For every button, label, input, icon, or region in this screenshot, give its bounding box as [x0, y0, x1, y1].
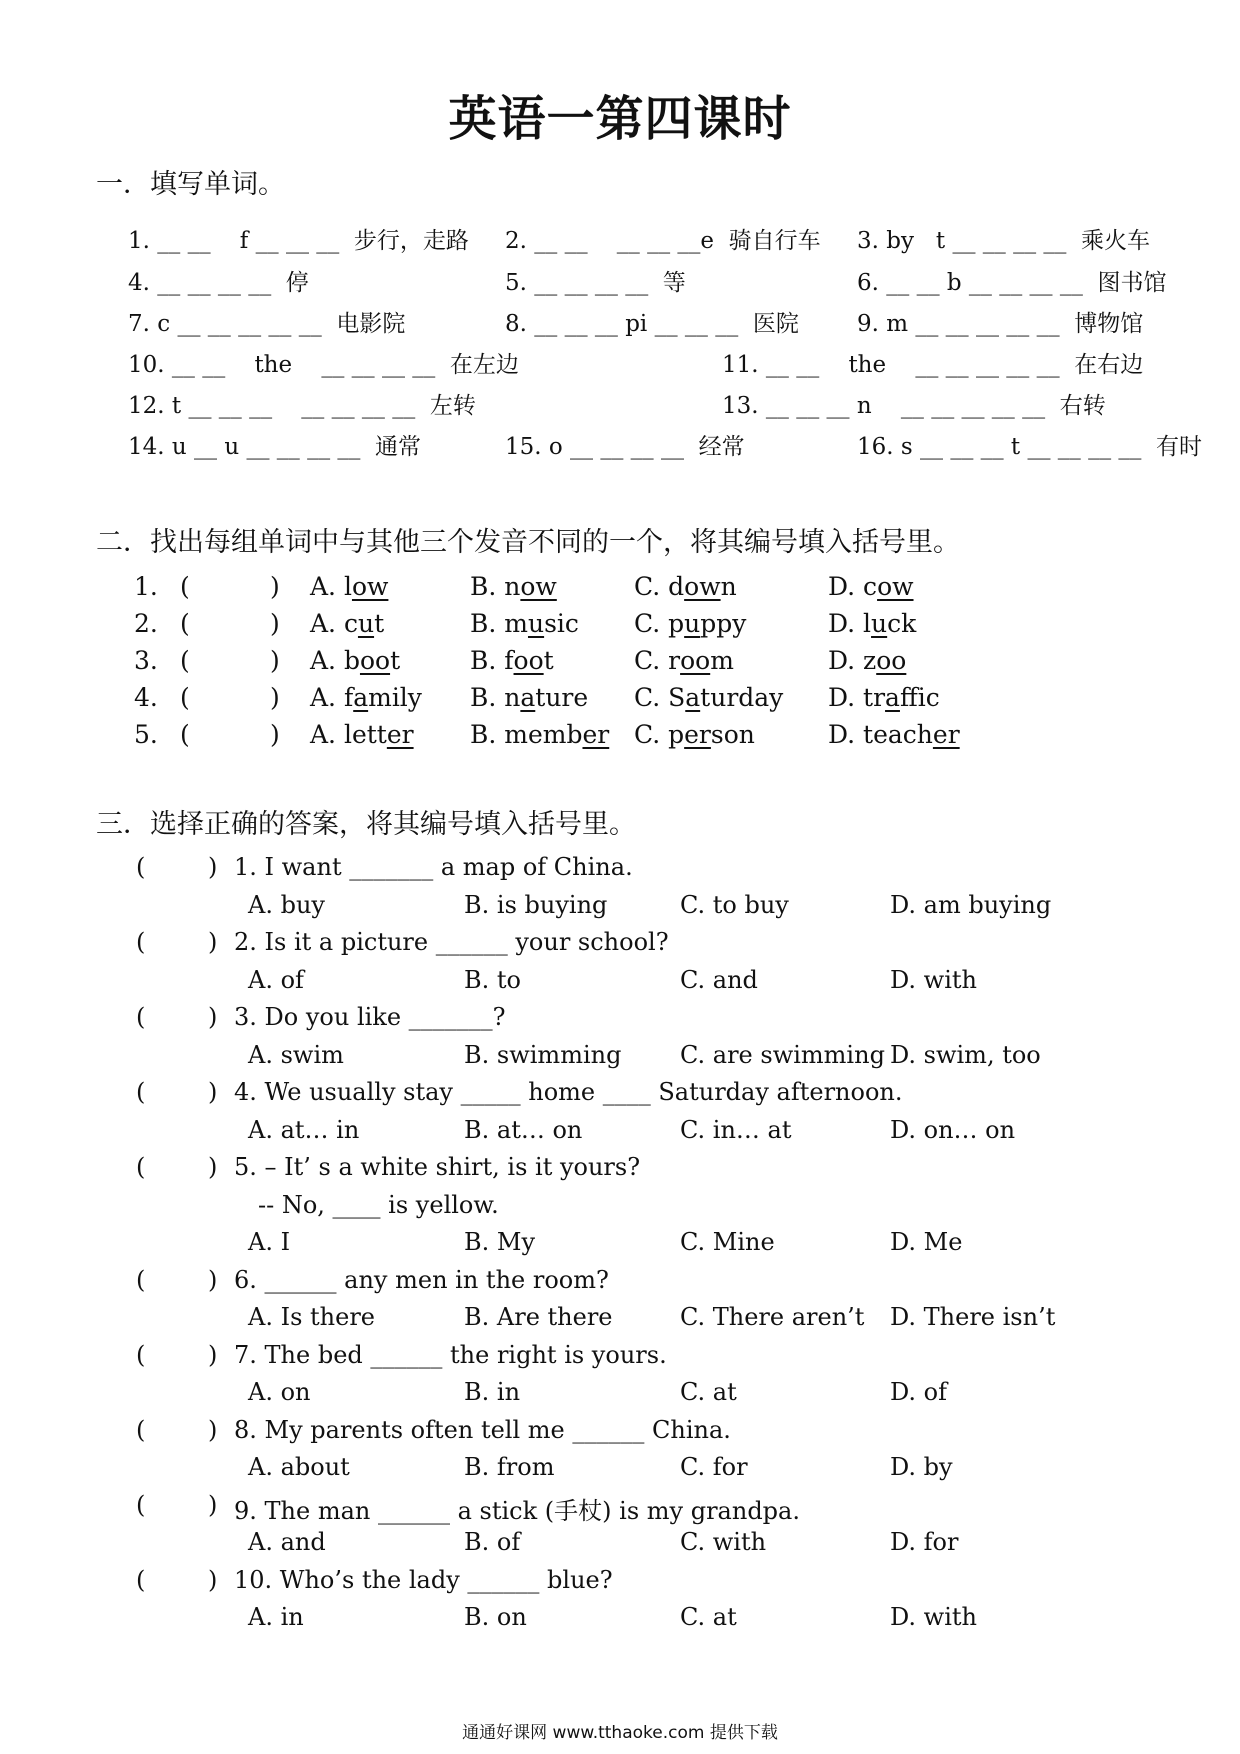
fill-word-item: 6. __ __ b __ __ __ __ 图书馆 — [857, 270, 1167, 296]
option-text: A. on — [248, 1378, 311, 1406]
answer-blank[interactable] — [200, 646, 266, 675]
option-text: B. of — [464, 1528, 521, 1556]
fill-word-item: 3. by t __ __ __ __ 乘火车 — [857, 228, 1151, 254]
answer-paren-close: ) — [208, 1153, 218, 1181]
phonics-number: 5. — [134, 720, 158, 749]
answer-blank[interactable] — [200, 609, 266, 638]
underlined-letters: u — [871, 609, 888, 638]
answer-paren-open: ( — [180, 683, 190, 712]
option-text: D. of — [890, 1378, 947, 1406]
option-text: D. am buying — [890, 890, 1052, 919]
answer-blank[interactable] — [156, 1266, 206, 1294]
underlined-letters: er — [684, 720, 711, 749]
underlined-letters: er — [582, 720, 610, 749]
underlined-letters: oo — [680, 646, 711, 675]
option-text: A. and — [248, 1528, 326, 1556]
options-row — [0, 1603, 1240, 1639]
underlined-letters: a — [520, 683, 536, 712]
answer-paren-close: ) — [208, 1078, 218, 1106]
option-text: C. at — [680, 1378, 737, 1406]
option-text: C. There aren’t — [680, 1303, 865, 1331]
phonics-number: 2. — [134, 609, 158, 638]
section1-heading: 一．填写单词。 — [96, 169, 285, 200]
options-row — [0, 1453, 1240, 1489]
answer-paren-open: ( — [136, 1078, 146, 1106]
options-row — [0, 1228, 1240, 1264]
underlined-letters: oo — [359, 646, 391, 675]
option-text: A. swim — [248, 1040, 344, 1069]
option-text: C. to buy — [680, 890, 789, 919]
answer-paren-close: ) — [208, 1490, 218, 1519]
option-text: C. are swimming — [680, 1040, 885, 1069]
answer-paren-close: ) — [270, 646, 280, 675]
option-text: A. Is there — [248, 1303, 375, 1331]
underlined-letters: a — [885, 683, 900, 712]
answer-paren-close: ) — [208, 1265, 218, 1294]
underlined-letters: ow — [877, 572, 914, 601]
fill-word-item: 8. __ __ __ pi __ __ __ 医院 — [505, 311, 799, 337]
question-row — [0, 1416, 1240, 1452]
answer-paren-open: ( — [136, 1565, 146, 1594]
question-row — [0, 1341, 1240, 1377]
fill-word-item: 12. t __ __ __ __ __ __ __ 左转 — [128, 393, 476, 419]
option-text: B. Are there — [464, 1303, 613, 1331]
answer-paren-open: ( — [136, 928, 146, 956]
answer-paren-close: ) — [208, 853, 218, 881]
question-text: 7. The bed ______ the right is yours. — [234, 1340, 667, 1369]
fill-word-item: 4. __ __ __ __ 停 — [128, 270, 309, 296]
phonics-option: B. now — [470, 572, 557, 601]
option-text: C. in… at — [680, 1115, 792, 1144]
underlined-letters: ow — [520, 572, 557, 601]
question-text: 5. – It’ s a white shirt, is it yours? — [234, 1153, 641, 1181]
phonics-number: 3. — [134, 646, 158, 675]
phonics-option: A. family — [310, 683, 422, 712]
answer-paren-close: ) — [208, 928, 218, 956]
option-text: B. at… on — [464, 1115, 583, 1144]
fill-word-row — [0, 264, 1240, 300]
phonics-option: D. zoo — [828, 646, 907, 675]
phonics-option: A. low — [310, 572, 389, 601]
answer-paren-close: ) — [208, 1340, 218, 1369]
fill-word-item: 13. __ __ __ n __ __ __ __ __ 右转 — [722, 393, 1106, 419]
option-text: A. at… in — [248, 1115, 360, 1144]
phonics-option: C. puppy — [634, 609, 747, 638]
underlined-letters: a — [685, 683, 701, 712]
question-row — [0, 1153, 1240, 1189]
underlined-letters: oo — [513, 646, 544, 675]
phonics-option: B. nature — [470, 683, 589, 712]
options-row — [0, 1116, 1240, 1152]
answer-paren-close: ) — [208, 1565, 218, 1594]
fill-word-item: 2. __ __ __ __ __e 骑自行车 — [505, 228, 821, 254]
question-row — [0, 1491, 1240, 1527]
question-text: 4. We usually stay _____ home ____ Saturday afternoon. — [234, 1078, 903, 1106]
underlined-letters: er — [932, 720, 960, 749]
answer-paren-close: ) — [208, 1415, 218, 1444]
option-text: A. of — [248, 965, 304, 994]
fill-word-item: 5. __ __ __ __ 等 — [505, 270, 686, 296]
phonics-option: A. letter — [310, 720, 414, 749]
phonics-option: C. down — [634, 572, 737, 601]
answer-paren-open: ( — [136, 853, 146, 881]
option-text: C. with — [680, 1528, 767, 1556]
phonics-option: A. cut — [310, 609, 385, 638]
section2-heading: 二．找出每组单词中与其他三个发音不同的一个，将其编号填入括号里。 — [96, 527, 960, 558]
answer-paren-open: ( — [136, 1153, 146, 1181]
question-row-cont — [0, 1191, 1240, 1227]
option-text: A. I — [248, 1228, 291, 1256]
phonics-row — [0, 683, 1240, 719]
phonics-option: C. person — [634, 720, 755, 749]
answer-paren-close: ) — [270, 572, 280, 601]
fill-word-item: 9. m __ __ __ __ __ 博物馆 — [857, 311, 1144, 337]
fill-word-row — [0, 305, 1240, 341]
answer-blank[interactable] — [200, 720, 266, 749]
question-row — [0, 853, 1240, 889]
phonics-option: D. cow — [828, 572, 914, 601]
phonics-option: C. room — [634, 646, 734, 675]
answer-paren-open: ( — [180, 646, 190, 675]
answer-blank[interactable] — [156, 1416, 206, 1444]
phonics-number: 1. — [134, 572, 158, 601]
answer-paren-close: ) — [208, 1003, 218, 1031]
answer-paren-open: ( — [180, 572, 190, 601]
answer-paren-open: ( — [136, 1490, 146, 1519]
answer-blank[interactable] — [156, 1153, 206, 1181]
question-text: 9. The man ______ a stick (手杖) is my grandpa. — [234, 1496, 800, 1525]
option-text: B. from — [464, 1453, 555, 1481]
option-text: B. swimming — [464, 1040, 622, 1069]
question-text: 3. Do you like _______? — [234, 1003, 506, 1031]
fill-word-item: 10. __ __ the __ __ __ __ 在左边 — [128, 352, 519, 378]
option-text: A. in — [248, 1603, 304, 1631]
phonics-row — [0, 720, 1240, 756]
option-text: D. for — [890, 1528, 959, 1556]
fill-word-row — [0, 387, 1240, 423]
answer-paren-open: ( — [136, 1340, 146, 1369]
fill-word-item: 14. u __ u __ __ __ __ 通常 — [128, 434, 422, 460]
phonics-option: B. foot — [470, 646, 554, 675]
option-text: D. by — [890, 1453, 953, 1481]
page-title: 英语一第四课时 — [448, 91, 792, 147]
underlined-letters: ow — [684, 572, 721, 601]
underlined-letters: er — [386, 720, 414, 749]
answer-paren-open: ( — [180, 720, 190, 749]
options-row — [0, 1303, 1240, 1339]
underlined-letters: u — [357, 609, 375, 638]
option-text: B. My — [464, 1228, 536, 1256]
answer-paren-open: ( — [136, 1415, 146, 1444]
phonics-row — [0, 572, 1240, 608]
question-row — [0, 1266, 1240, 1302]
option-text: D. with — [890, 965, 977, 994]
option-text: D. There isn’t — [890, 1303, 1056, 1331]
underlined-letters: oo — [876, 646, 907, 675]
phonics-option: A. boot — [310, 646, 401, 675]
fill-word-row — [0, 428, 1240, 464]
question-text: 6. ______ any men in the room? — [234, 1265, 609, 1294]
phonics-option: D. traffic — [828, 683, 940, 712]
options-row — [0, 1528, 1240, 1564]
phonics-option: B. member — [470, 720, 610, 749]
phonics-row — [0, 609, 1240, 645]
question-row — [0, 1566, 1240, 1602]
option-text: B. in — [464, 1378, 521, 1406]
phonics-number: 4. — [134, 683, 158, 712]
answer-blank[interactable] — [200, 572, 266, 601]
fill-word-item: 1. __ __ f __ __ __ 步行，走路 — [128, 228, 469, 254]
answer-paren-open: ( — [136, 1265, 146, 1294]
option-text: B. is buying — [464, 890, 608, 919]
answer-blank[interactable] — [156, 1341, 206, 1369]
phonics-option: C. Saturday — [634, 683, 784, 712]
question-text: 10. Who’s the lady ______ blue? — [234, 1565, 613, 1594]
fill-word-item: 15. o __ __ __ __ 经常 — [505, 434, 745, 460]
fill-word-item: 16. s __ __ __ t __ __ __ __ 有时 — [857, 434, 1203, 460]
answer-paren-close: ) — [270, 609, 280, 638]
question-row — [0, 1003, 1240, 1039]
answer-paren-open: ( — [136, 1003, 146, 1031]
option-text: D. swim, too — [890, 1040, 1041, 1069]
options-row — [0, 966, 1240, 1002]
option-text: A. buy — [248, 890, 325, 919]
phonics-option: D. teacher — [828, 720, 960, 749]
option-text: C. Mine — [680, 1228, 775, 1256]
option-text: B. to — [464, 965, 521, 994]
options-row — [0, 1378, 1240, 1414]
answer-paren-close: ) — [270, 720, 280, 749]
option-text: D. with — [890, 1603, 977, 1631]
answer-blank[interactable] — [200, 683, 266, 712]
options-row — [0, 1041, 1240, 1077]
option-text: C. and — [680, 965, 758, 994]
option-text: C. at — [680, 1603, 737, 1631]
phonics-option: D. luck — [828, 609, 917, 638]
options-row — [0, 891, 1240, 927]
phonics-option: B. music — [470, 609, 579, 638]
underlined-letters: u — [527, 609, 545, 638]
question-text: 2. Is it a picture ______ your school? — [234, 928, 669, 956]
answer-blank[interactable] — [156, 1491, 206, 1519]
question-text: 8. My parents often tell me ______ China. — [234, 1415, 731, 1444]
question-row — [0, 928, 1240, 964]
option-text: A. about — [248, 1453, 350, 1481]
answer-paren-close: ) — [270, 683, 280, 712]
footer-text: 通通好课网 www.tthaoke.com 提供下载 — [462, 1723, 778, 1743]
answer-blank[interactable] — [156, 853, 206, 881]
fill-word-item: 7. c __ __ __ __ __ 电影院 — [128, 311, 406, 337]
underlined-letters: a — [353, 683, 369, 712]
answer-blank[interactable] — [156, 1566, 206, 1594]
section3-heading: 三．选择正确的答案，将其编号填入括号里。 — [96, 809, 636, 840]
fill-word-row — [0, 222, 1240, 258]
answer-blank[interactable] — [156, 1078, 206, 1106]
answer-blank[interactable] — [156, 928, 206, 956]
option-text: B. on — [464, 1603, 527, 1631]
answer-paren-open: ( — [180, 609, 190, 638]
answer-blank[interactable] — [156, 1003, 206, 1031]
underlined-letters: ow — [351, 572, 389, 601]
option-text: D. on… on — [890, 1115, 1016, 1144]
fill-word-item: 11. __ __ the __ __ __ __ __ 在右边 — [722, 352, 1144, 378]
option-text: D. Me — [890, 1228, 963, 1256]
question-row — [0, 1078, 1240, 1114]
underlined-letters: u — [684, 609, 701, 638]
fill-word-row — [0, 346, 1240, 382]
question-text-cont: -- No, ____ is yellow. — [258, 1190, 499, 1219]
question-text: 1. I want _______ a map of China. — [234, 853, 633, 881]
option-text: C. for — [680, 1453, 748, 1481]
phonics-row — [0, 646, 1240, 682]
